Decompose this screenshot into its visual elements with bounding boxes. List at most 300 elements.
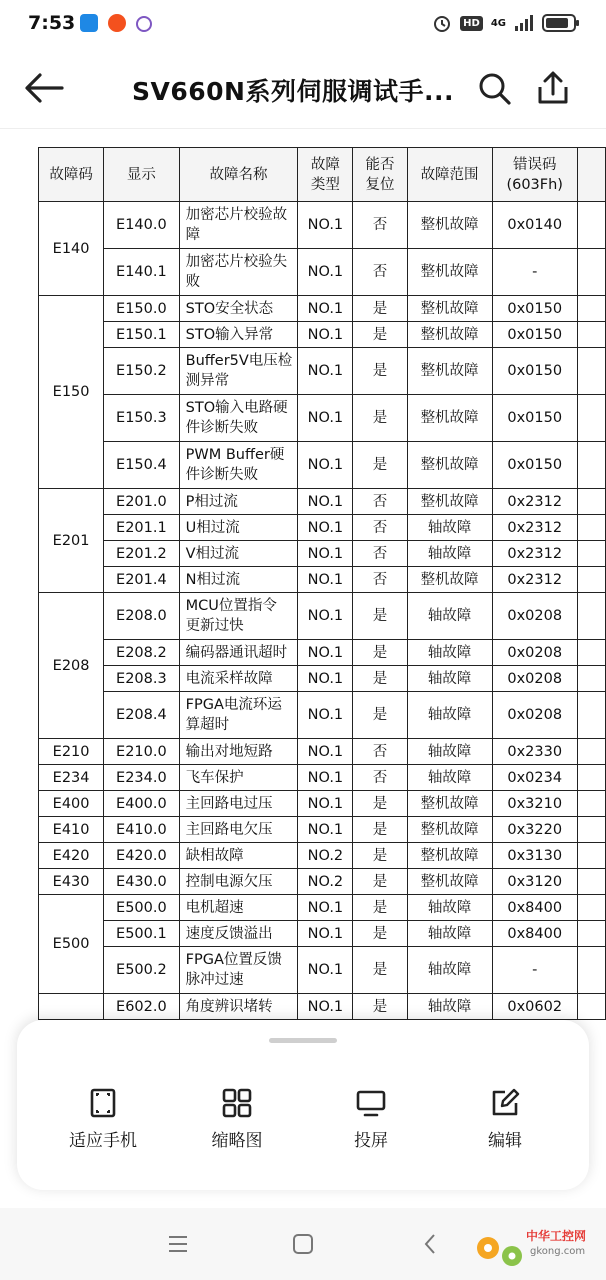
fit-phone-button[interactable] (43, 1088, 163, 1151)
column-header (492, 148, 577, 202)
resettable-cell: 否 (353, 202, 407, 249)
fault-type-cell: NO.1 (298, 541, 353, 567)
error-code-cell: 0x0150 (492, 296, 577, 322)
resettable-cell: 是 (353, 791, 407, 817)
column-header (298, 148, 353, 202)
partial-cell (577, 348, 605, 395)
display-cell: E208.3 (104, 666, 179, 692)
fault-scope-cell: 轴故障 (407, 666, 492, 692)
display-cell: E500.1 (104, 921, 179, 947)
display-cell: E201.4 (104, 567, 179, 593)
fault-name-cell (179, 895, 298, 921)
fault-scope-cell: 整机故障 (407, 817, 492, 843)
fault-type-cell: NO.1 (298, 895, 353, 921)
fault-name-line: 控制电源欠压 (185, 873, 273, 890)
fault-type-cell: NO.1 (298, 348, 353, 395)
fault-name-cell (179, 869, 298, 895)
fault-type-cell: NO.1 (298, 947, 353, 994)
fault-name-cell (179, 640, 298, 666)
display-cell: E234.0 (104, 765, 179, 791)
error-code-cell: 0x2312 (492, 541, 577, 567)
fault-name-line: STO输入异常 (185, 326, 274, 343)
fault-scope-cell: 整机故障 (407, 249, 492, 296)
fault-scope-cell: 整机故障 (407, 567, 492, 593)
error-code-cell: 0x0208 (492, 692, 577, 739)
fault-name-line: 角度辨识堵转 (185, 998, 273, 1015)
fault-name-line: FPGA电流环运 (185, 697, 282, 713)
hd-badge: HD (460, 16, 483, 31)
partial-cell (577, 249, 605, 296)
column-header-line: 故障 (310, 156, 340, 173)
fault-name-line: PWM Buffer硬 (185, 447, 285, 463)
fault-name-line: 脉冲过速 (185, 972, 244, 988)
partial-cell (577, 202, 605, 249)
search-icon[interactable] (478, 72, 512, 106)
partial-cell (577, 817, 605, 843)
table-row (39, 567, 606, 593)
fault-name-cell (179, 692, 298, 739)
fault-name-line: 主回路电过压 (185, 795, 273, 812)
fault-code-cell: E500 (39, 895, 104, 994)
partial-cell (577, 692, 605, 739)
partial-cell (577, 395, 605, 442)
display-cell: E400.0 (104, 791, 179, 817)
watermark-text: 中华工控网 (526, 1229, 587, 1243)
error-code-cell: 0x0150 (492, 348, 577, 395)
fault-scope-cell: 整机故障 (407, 322, 492, 348)
fault-type-cell: NO.1 (298, 322, 353, 348)
cast-screen-label: 投屏 (354, 1131, 388, 1151)
display-cell: E201.0 (104, 489, 179, 515)
partial-cell (577, 666, 605, 692)
fault-type-cell: NO.1 (298, 395, 353, 442)
fault-type-cell: NO.2 (298, 843, 353, 869)
thumbnail-label: 缩略图 (211, 1131, 263, 1151)
resettable-cell: 否 (353, 249, 407, 296)
display-cell: E410.0 (104, 817, 179, 843)
resettable-cell: 是 (353, 994, 407, 1020)
resettable-cell: 是 (353, 947, 407, 994)
home-icon[interactable] (292, 1233, 314, 1255)
page-title: SV660N系列伺服调试手... (132, 77, 454, 106)
table-row (39, 739, 606, 765)
column-header-line: 错误码 (512, 156, 557, 173)
fault-name-line: 缺相故障 (185, 847, 244, 864)
table-row (39, 869, 606, 895)
resettable-cell: 否 (353, 489, 407, 515)
gear-logo-icon (470, 1228, 530, 1272)
fault-name-line: 加密芯片校验失 (185, 254, 288, 270)
fault-code-cell: E210 (39, 739, 104, 765)
resettable-cell: 是 (353, 869, 407, 895)
column-header-line: 复位 (365, 176, 395, 193)
fault-scope-cell: 整机故障 (407, 395, 492, 442)
partial-cell (577, 765, 605, 791)
share-icon[interactable] (536, 70, 570, 106)
fault-scope-cell: 轴故障 (407, 947, 492, 994)
table-row (39, 640, 606, 666)
fault-name-line: 测异常 (185, 373, 230, 389)
display-cell: E140.0 (104, 202, 179, 249)
fault-name-line: 输出对地短路 (185, 743, 273, 760)
resettable-cell: 是 (353, 666, 407, 692)
display-cell: E208.2 (104, 640, 179, 666)
table-row (39, 994, 606, 1020)
bottom-action-sheet (17, 1020, 589, 1190)
top-app-bar (0, 50, 606, 129)
fault-name-cell (179, 296, 298, 322)
partial-cell (577, 567, 605, 593)
display-cell: E208.0 (104, 593, 179, 640)
table-row (39, 791, 606, 817)
fit-screen-icon (88, 1088, 118, 1118)
display-cell: E602.0 (104, 994, 179, 1020)
partial-cell (577, 895, 605, 921)
fault-code-table (38, 147, 606, 1020)
fit-phone-label: 适应手机 (69, 1131, 137, 1151)
error-code-cell: 0x0140 (492, 202, 577, 249)
fault-code-cell: E420 (39, 843, 104, 869)
error-code-cell: - (492, 249, 577, 296)
fault-scope-cell: 轴故障 (407, 765, 492, 791)
edit-label: 编辑 (488, 1131, 522, 1151)
fault-type-cell: NO.1 (298, 593, 353, 640)
resettable-cell: 是 (353, 640, 407, 666)
fault-type-cell: NO.1 (298, 515, 353, 541)
fault-name-line: P相过流 (185, 493, 238, 510)
fault-type-cell: NO.1 (298, 921, 353, 947)
resettable-cell: 否 (353, 567, 407, 593)
fault-name-cell (179, 765, 298, 791)
error-code-cell: 0x0150 (492, 322, 577, 348)
fault-name-line: 件诊断失败 (185, 467, 259, 483)
resettable-cell: 是 (353, 296, 407, 322)
column-header (179, 148, 298, 202)
watermark-domain: gkong.com (530, 1246, 586, 1257)
table-row (39, 895, 606, 921)
partial-cell (577, 791, 605, 817)
column-header-line: 故障码 (49, 166, 93, 183)
fault-name-line: FPGA位置反馈 (185, 952, 282, 968)
fault-type-cell: NO.1 (298, 739, 353, 765)
fault-name-line: N相过流 (185, 571, 240, 588)
error-code-cell: 0x0150 (492, 395, 577, 442)
display-cell: E150.3 (104, 395, 179, 442)
partial-cell (577, 921, 605, 947)
resettable-cell: 是 (353, 895, 407, 921)
fault-scope-cell: 整机故障 (407, 869, 492, 895)
battery-icon (542, 14, 580, 32)
cast-screen-button[interactable] (311, 1088, 431, 1151)
status-time: 7:53 (28, 12, 76, 34)
fault-scope-cell: 轴故障 (407, 739, 492, 765)
fault-name-cell (179, 593, 298, 640)
error-code-cell: 0x8400 (492, 921, 577, 947)
fault-name-line: 障 (185, 227, 201, 243)
fault-name-line: V相过流 (185, 545, 240, 562)
error-code-cell: 0x3120 (492, 869, 577, 895)
error-code-cell: 0x0602 (492, 994, 577, 1020)
fault-name-cell (179, 395, 298, 442)
table-row (39, 921, 606, 947)
fault-scope-cell: 轴故障 (407, 515, 492, 541)
fault-name-line: 飞车保护 (185, 769, 244, 786)
fault-scope-cell: 整机故障 (407, 442, 492, 489)
fault-type-cell: NO.1 (298, 296, 353, 322)
table-row (39, 593, 606, 640)
table-row (39, 249, 606, 296)
table-row (39, 348, 606, 395)
fault-name-line: 编码器通讯超时 (185, 644, 288, 661)
status-bar (0, 0, 606, 50)
fault-type-cell: NO.1 (298, 202, 353, 249)
menu-icon[interactable] (166, 1234, 190, 1254)
table-row (39, 947, 606, 994)
fault-scope-cell: 轴故障 (407, 692, 492, 739)
display-cell: E201.1 (104, 515, 179, 541)
alarm-clock-icon (432, 13, 452, 33)
fault-type-cell: NO.2 (298, 869, 353, 895)
fault-name-cell (179, 489, 298, 515)
display-cell: E150.1 (104, 322, 179, 348)
fault-code-cell: E140 (39, 202, 104, 296)
fault-code-cell: E234 (39, 765, 104, 791)
fault-name-cell (179, 843, 298, 869)
fault-type-cell: NO.1 (298, 567, 353, 593)
display-cell: E420.0 (104, 843, 179, 869)
display-cell: E150.4 (104, 442, 179, 489)
thumbnail-button[interactable] (177, 1088, 297, 1151)
fault-type-cell: NO.1 (298, 442, 353, 489)
fault-name-cell (179, 515, 298, 541)
error-code-cell: 0x3130 (492, 843, 577, 869)
table-row (39, 843, 606, 869)
table-row (39, 442, 606, 489)
partial-cell (577, 869, 605, 895)
error-code-cell: 0x0208 (492, 666, 577, 692)
fault-scope-cell: 整机故障 (407, 202, 492, 249)
fault-name-line: 件诊断失败 (185, 420, 259, 436)
column-header-line: 类型 (310, 176, 340, 193)
fault-name-cell (179, 817, 298, 843)
table-row (39, 322, 606, 348)
app-notification-icon (108, 14, 126, 32)
fault-name-cell (179, 249, 298, 296)
error-code-cell: 0x8400 (492, 895, 577, 921)
resettable-cell: 是 (353, 442, 407, 489)
partial-cell (577, 947, 605, 994)
fault-name-line: 电流采样故障 (185, 670, 273, 687)
table-row (39, 765, 606, 791)
display-cell: E430.0 (104, 869, 179, 895)
fault-type-cell: NO.1 (298, 765, 353, 791)
fault-name-cell (179, 541, 298, 567)
network-label: 4G (490, 17, 506, 29)
fault-name-cell (179, 921, 298, 947)
fault-name-line: 更新过快 (185, 618, 244, 634)
resettable-cell: 是 (353, 348, 407, 395)
fault-name-line: 败 (185, 274, 201, 290)
partial-cell (577, 994, 605, 1020)
fault-code-cell: E201 (39, 489, 104, 593)
error-code-cell: 0x0150 (492, 442, 577, 489)
resettable-cell: 是 (353, 322, 407, 348)
fault-name-line: 算超时 (185, 717, 230, 733)
fault-scope-cell: 整机故障 (407, 843, 492, 869)
fault-name-cell (179, 442, 298, 489)
app-notification-icon (80, 14, 98, 32)
partial-cell (577, 541, 605, 567)
resettable-cell: 否 (353, 515, 407, 541)
fault-type-cell: NO.1 (298, 817, 353, 843)
display-cell: E500.0 (104, 895, 179, 921)
fault-scope-cell: 轴故障 (407, 921, 492, 947)
table-row (39, 692, 606, 739)
table-row (39, 395, 606, 442)
partial-cell (577, 296, 605, 322)
fault-name-line: MCU位置指令 (185, 598, 277, 614)
fault-name-cell (179, 994, 298, 1020)
partial-cell (577, 515, 605, 541)
display-cell: E201.2 (104, 541, 179, 567)
table-row (39, 202, 606, 249)
resettable-cell: 是 (353, 395, 407, 442)
fault-code-cell: E410 (39, 817, 104, 843)
display-cell: E208.4 (104, 692, 179, 739)
error-code-cell: 0x0234 (492, 765, 577, 791)
error-code-cell: 0x0208 (492, 640, 577, 666)
fault-name-line: U相过流 (185, 519, 240, 536)
fault-name-cell (179, 791, 298, 817)
display-cell: E140.1 (104, 249, 179, 296)
column-header-line: 故障范围 (420, 166, 479, 183)
edit-icon (490, 1088, 520, 1118)
sheet-drag-handle[interactable] (269, 1038, 337, 1043)
partial-cell (577, 640, 605, 666)
fault-scope-cell: 轴故障 (407, 895, 492, 921)
fault-type-cell: NO.1 (298, 489, 353, 515)
column-header-line: 能否 (365, 156, 395, 173)
table-row (39, 489, 606, 515)
table-row (39, 666, 606, 692)
table-row (39, 817, 606, 843)
partial-cell (577, 843, 605, 869)
table-row (39, 541, 606, 567)
fault-name-line: STO安全状态 (185, 300, 274, 317)
signal-icon (514, 15, 534, 31)
partial-cell (577, 593, 605, 640)
error-code-cell: 0x2312 (492, 515, 577, 541)
thumbnail-grid-icon (222, 1088, 252, 1118)
partial-cell (577, 489, 605, 515)
resettable-cell: 是 (353, 843, 407, 869)
cast-screen-icon (356, 1088, 386, 1118)
fault-scope-cell: 轴故障 (407, 640, 492, 666)
column-header (407, 148, 492, 202)
fault-type-cell: NO.1 (298, 666, 353, 692)
fault-name-cell (179, 947, 298, 994)
column-header (104, 148, 179, 202)
fault-name-cell (179, 739, 298, 765)
error-code-cell: 0x0208 (492, 593, 577, 640)
back-icon[interactable] (422, 1232, 438, 1256)
error-code-cell: 0x2312 (492, 489, 577, 515)
fault-name-cell (179, 348, 298, 395)
column-header (39, 148, 104, 202)
fault-scope-cell: 整机故障 (407, 791, 492, 817)
resettable-cell: 否 (353, 739, 407, 765)
fault-type-cell: NO.1 (298, 640, 353, 666)
fault-type-cell: NO.1 (298, 692, 353, 739)
fault-name-line: Buffer5V电压检 (185, 353, 293, 369)
error-code-cell: 0x3220 (492, 817, 577, 843)
column-header-line: (603Fh) (506, 176, 563, 193)
column-header-line: 故障名称 (209, 166, 268, 183)
fault-code-cell: E150 (39, 296, 104, 489)
fault-scope-cell: 整机故障 (407, 348, 492, 395)
error-code-cell: - (492, 947, 577, 994)
fault-name-cell (179, 322, 298, 348)
fault-name-line: 主回路电欠压 (185, 821, 273, 838)
resettable-cell: 是 (353, 921, 407, 947)
fault-scope-cell: 轴故障 (407, 593, 492, 640)
fault-code-cell: E430 (39, 869, 104, 895)
fault-name-line: 加密芯片校验故 (185, 207, 288, 223)
display-cell: E150.2 (104, 348, 179, 395)
display-cell: E210.0 (104, 739, 179, 765)
partial-cell (577, 739, 605, 765)
fault-code-cell: E400 (39, 791, 104, 817)
resettable-cell: 否 (353, 541, 407, 567)
fault-name-line: 速度反馈溢出 (185, 925, 273, 942)
fault-name-cell (179, 567, 298, 593)
column-header (353, 148, 407, 202)
error-code-cell: 0x2312 (492, 567, 577, 593)
fault-code-cell (39, 994, 104, 1020)
partial-cell (577, 322, 605, 348)
fault-scope-cell: 整机故障 (407, 489, 492, 515)
table-row (39, 515, 606, 541)
fault-name-line: STO输入电路硬 (185, 400, 288, 416)
fault-name-cell (179, 666, 298, 692)
fault-type-cell: NO.1 (298, 249, 353, 296)
fault-scope-cell: 整机故障 (407, 296, 492, 322)
fault-name-cell (179, 202, 298, 249)
display-cell: E150.0 (104, 296, 179, 322)
back-arrow-icon[interactable] (22, 70, 66, 106)
column-header-partial (577, 148, 605, 202)
app-notification-icon (136, 16, 152, 32)
site-watermark (470, 1222, 600, 1272)
resettable-cell: 是 (353, 817, 407, 843)
error-code-cell: 0x2330 (492, 739, 577, 765)
resettable-cell: 否 (353, 765, 407, 791)
column-header-line: 显示 (126, 166, 156, 183)
fault-type-cell: NO.1 (298, 994, 353, 1020)
fault-name-line: 电机超速 (185, 899, 244, 916)
table-row (39, 296, 606, 322)
fault-scope-cell: 轴故障 (407, 994, 492, 1020)
partial-cell (577, 442, 605, 489)
display-cell: E500.2 (104, 947, 179, 994)
error-code-cell: 0x3210 (492, 791, 577, 817)
edit-button[interactable] (445, 1088, 565, 1151)
fault-type-cell: NO.1 (298, 791, 353, 817)
fault-scope-cell: 轴故障 (407, 541, 492, 567)
resettable-cell: 是 (353, 593, 407, 640)
fault-code-cell: E208 (39, 593, 104, 739)
resettable-cell: 是 (353, 692, 407, 739)
